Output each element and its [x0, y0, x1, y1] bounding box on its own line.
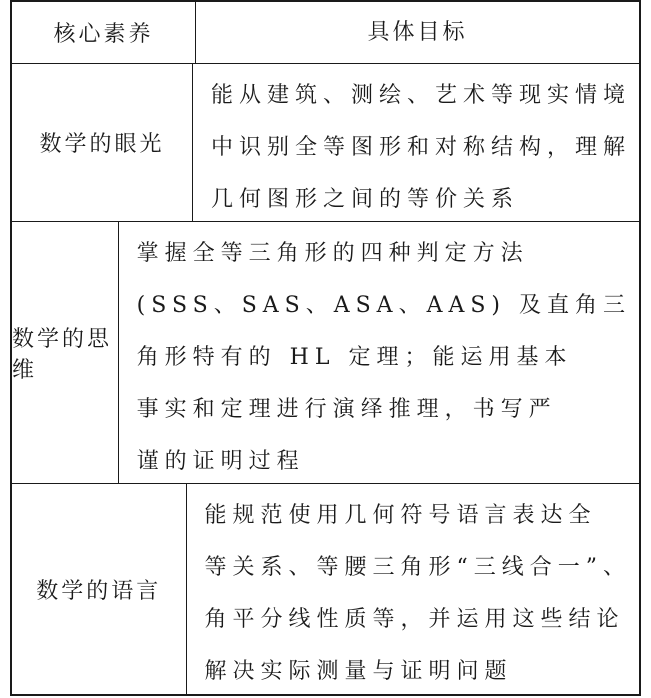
- goal-line: 几何图形之间的等价关系: [210, 187, 519, 212]
- goal-line: 等关系、等腰三角形“三线合一”、: [204, 555, 631, 580]
- table-row: [12, 484, 639, 696]
- header-specific-goals: 具体目标: [367, 19, 468, 45]
- header-core-literacy: 核心素养: [12, 2, 196, 63]
- goal-line: 事实和定理进行演绎推理，书写严: [136, 397, 557, 422]
- goal-line: 掌握全等三角形的四种判定方法: [136, 241, 529, 266]
- goal-line: 解决实际测量与证明问题: [204, 659, 513, 684]
- goal-line: 能规范使用几何符号语言表达全: [204, 503, 597, 528]
- goal-line: 中识别全等图形和对称结构，理解: [210, 135, 631, 160]
- row-label: 数学的语言: [12, 484, 187, 694]
- row-goal-text: [187, 484, 640, 694]
- goal-line: 能从建筑、测绘、艺术等现实情境: [210, 83, 631, 108]
- row-label: 数学的眼光: [12, 64, 193, 221]
- table-row: [12, 64, 639, 222]
- goal-line: (SSS、SAS、ASA、AAS) 及直角三: [136, 293, 631, 318]
- goal-line: 谨的证明过程: [136, 449, 305, 474]
- goal-line: 角平分线性质等，并运用这些结论: [204, 607, 625, 632]
- row-label: 数学的思维: [12, 222, 119, 483]
- row-goal-text: [119, 222, 639, 483]
- table-row: [12, 222, 639, 484]
- table-header-row: [12, 0, 639, 64]
- literacy-goals-table: [10, 0, 641, 696]
- goal-line: 角形特有的 HL 定理；能运用基本: [136, 345, 573, 370]
- row-goal-text: [193, 64, 639, 221]
